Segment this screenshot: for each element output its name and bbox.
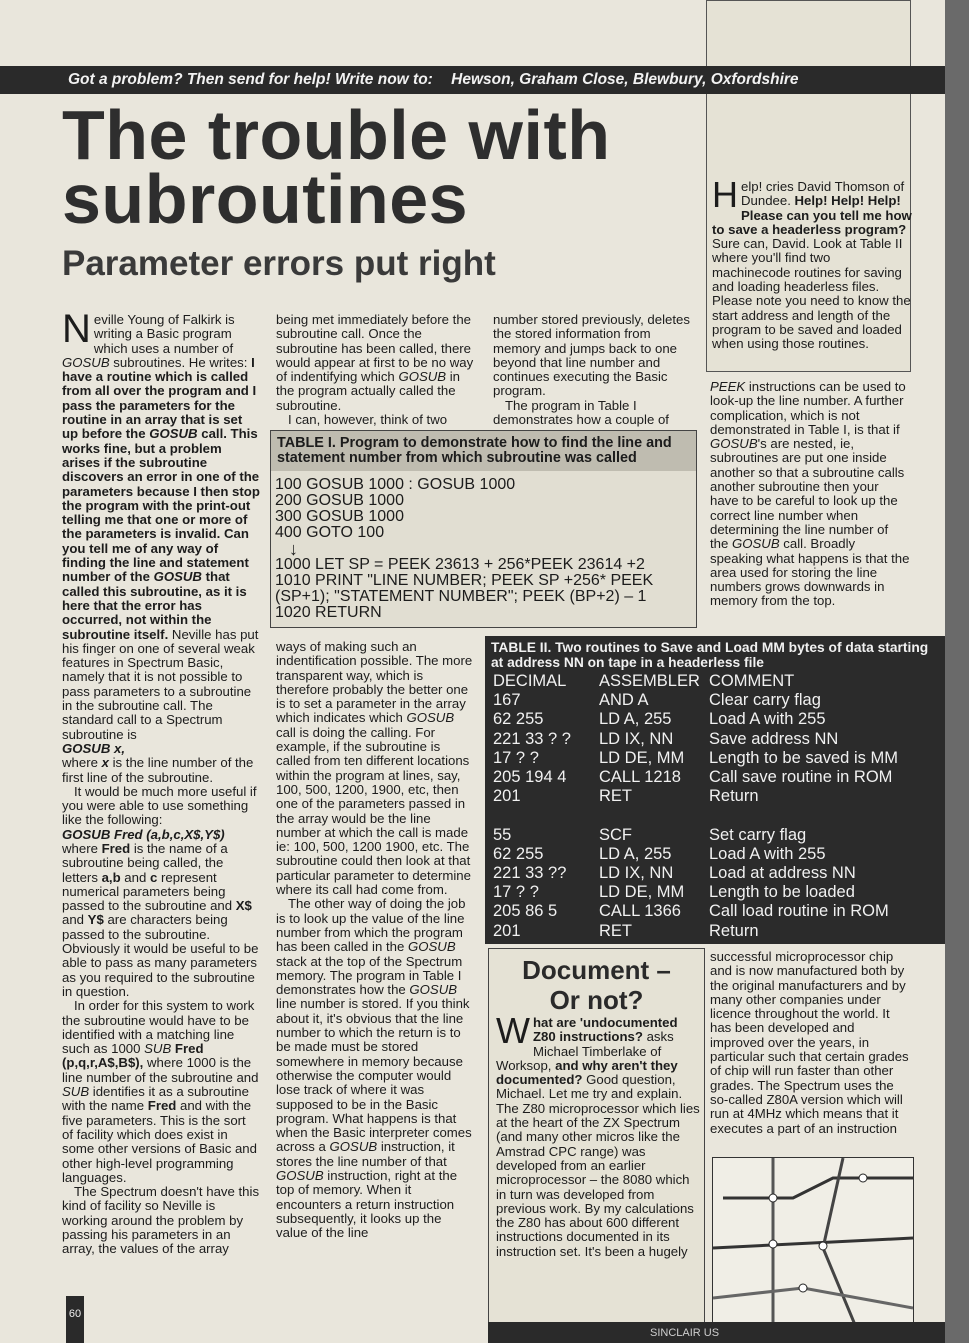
banner-address: Hewson, Graham Close, Blewbury, Oxfordshire	[451, 71, 799, 88]
table-row	[493, 806, 898, 825]
column-3-top	[493, 313, 693, 427]
help-banner	[0, 66, 945, 94]
column-1	[62, 307, 260, 1257]
table-row: DECIMAL ASSEMBLER COMMENT	[493, 672, 795, 691]
table-1-code: 100 GOSUB 1000 : GOSUB 1000 200 GOSUB 1000 300 GOSUB 1000 400 GOTO 100 ↓ 1000 LET SP = PEEK 23613 + 256*PEEK 23614 +2 1010 PRINT "LINE NUMBER; PEEK SP +256* PEEK (SP+1); "STATEMENT NUMBER"; PEEK (BP+2) – 1 1020 RETURN	[271, 471, 696, 627]
table-row: 201 RET Return	[493, 787, 759, 806]
article-subtitle: Parameter errors put right	[62, 244, 496, 283]
col2-paragraph-1: being met immediately before the subroutine call. Once the subroutine has been called, there would appear at first to be no way of indentifying which GOSUB in the program actually called the subroutine.	[276, 312, 474, 413]
column-4-bottom: successful microprocessor chip and is now manufactured both by the original manufacturers and by many other companies under licence throughout the world. It has been developed and improved over the years, in particular such that certain grades of chip will run faster than other grades. The Spectrum uses the so-called Z80A version which will run at 4MHz which means that it executes a part of an instruction	[710, 949, 909, 1136]
help-box-text: Help! cries David Thomson of Dundee. Help! Help! Help! Please can you tell me how to save a headerless program? Sure can, David. Look at Table II where you'll find two machinecode routines for saving and loading headerless files. Please note you need to know the start address and length of the program to be saved and loaded when using those routines.	[712, 174, 912, 352]
col2-paragraph-2: I can, however, think of two	[288, 412, 448, 428]
table-1	[270, 430, 697, 628]
table-row: 62 255 LD A, 255 Load A with 255	[493, 844, 826, 863]
banner-lead: Got a problem? Then send for help! Write now to:	[68, 71, 433, 88]
column-2-top	[276, 313, 476, 427]
table-row: 17 ? ? LD DE, MM Length to be saved is MM	[493, 748, 898, 767]
table-row: 205 86 5 CALL 1366 Call load routine in ROM	[493, 902, 889, 921]
col1-paragraph-2: It would be much more useful if you were able to use something like the following: GOSUB Fred (a,b,c,X$,Y$) where Fred is the name of a subroutine being called, the letters a,b and c represent numerical parameters being passed to the subroutine and X$ and Y$ are characters being passed to the subroutine. Obviously it would be useful to be able to pass as many parameters as you required to the subroutine in question.	[62, 783, 259, 999]
document-box-text: What are 'undocumented Z80 instructions? asks Michael Timberlake of Worksop, and why aren't they documented? Good question, Michael. Let me try and explain. The Z80 microprocessor which lies at the heart of the ZX Spectrum (and many other micros like the Amstrad CPC range) was developed from an earlier microprocessor – the 8080 which in turn was developed from previous work. By my calculations the Z80 has about 600 different instructions documented in its instruction set. It's been a hugely	[496, 1010, 700, 1259]
table-2-grid	[493, 672, 898, 941]
table-2-header: TABLE II. Two routines to Save and Load MM bytes of data starting at address NN on tape in a headerless file	[491, 640, 929, 670]
col3-paragraph-2: The program in Table I demonstrates how a couple of	[493, 397, 669, 428]
table-row: 17 ? ? LD DE, MM Length to be loaded	[493, 883, 855, 902]
arrow-down-icon: ↓	[289, 539, 298, 559]
table-1-header: TABLE I. Program to demonstrate how to find the line and statement number from which subroutine was called	[271, 431, 696, 471]
column-2-bottom: ways of making such an indentification possible. The more transparent way, which is therefore probably the better one is to set a parameter in the array which indicates which GOSUB call is doing the calling. For example, if the subroutine is called from ten different locations within the program at lines, say, 100, 500, 1200, 1900, etc, then one of the parameters passed in the array would be the line number at which the call is made ie: 100, 500, 1200 1900, etc. The subroutine could then look at that particular parameter to determine where its call had come from. The other way of doing the job is to look up the value of the line number from which the program has been called in the GOSUB stack at the top of the Spectrum memory. The program in Table I demonstrates how the GOSUB line number is stored. If you think about it, it's obvious that the line number to which the return is to be made must be stored somewhere in memory because otherwise the computer would lose track of where it was supposed to be in the Basic program. What happens is that when the Basic interpreter comes across a GOSUB instruction, it stores the line number of that GOSUB instruction, right at the top of memory. When it encounters a return instruction subsequently, it looks up the value of the line	[276, 639, 473, 1241]
page-number: 60	[66, 1296, 84, 1343]
table-row: 62 255 LD A, 255 Load A with 255	[493, 710, 826, 729]
table-row: 167 AND A Clear carry flag	[493, 691, 821, 710]
col1-paragraph-1: Neville Young of Falkirk is writing a Basic program which uses a number of GOSUB subroutines. He writes: I have a routine which is called from all over the program and I pass the parameters for the routine in an array that is set up before the GOSUB call. This works fine, but a problem arises if the subroutine discovers an error in one of the parameters because I then stop the program with the print-out telling me that one or more of the parameters is invalid. Can you tell me of any way of finding the line and statement number of the GOSUB that called this subroutine, as it is here that the error has occurred, not within the subroutine itself. Neville has put his finger on one of several weak features in Spectrum Basic, namely that it is not possible to pass parameters to a subroutine in the subroutine call. The standard call to a Spectrum subroutine is GOSUB x, where x is the line number of the first line of the subroutine.	[62, 307, 260, 785]
document-box-title: Document – Or not?	[522, 955, 671, 1015]
underground-map-image	[712, 1157, 914, 1343]
adjacent-page-edge	[945, 0, 969, 1343]
table-row: 55 SCF Set carry flag	[493, 825, 807, 844]
table-row: 221 33 ?? LD IX, NN Load at address NN	[493, 863, 856, 882]
col3-paragraph-1: number stored previously, deletes the stored information from memory and jumps back to one beyond that line number and continues executing the Basic program.	[493, 312, 690, 399]
table-row: 205 194 4 CALL 1218 Call save routine in ROM	[493, 768, 893, 787]
table-row: 221 33 ? ? LD IX, NN Save address NN	[493, 729, 839, 748]
article-title: The trouble with subroutines	[62, 96, 611, 238]
table-row: 201 RET Return	[493, 921, 759, 940]
table-2	[485, 636, 945, 944]
footer-bar	[488, 1322, 945, 1343]
footer-magazine: SINCLAIR US	[650, 1327, 720, 1339]
col1-paragraph-3: In order for this system to work the subroutine would have to be identified with a matching line such as 1000 SUB Fred (p,q,r,A$,B$), where 1000 is the line number of the subroutine and SUB identifies it as a subroutine with the name Fred and with the five parameters. This is the sort of facility which does exist in some other versions of Basic and other high-level programming languages.	[62, 998, 259, 1185]
column-4-top: PEEK instructions can be used to look-up the line number. A further complication, which is not demonstrated in Table I, is that if GOSUB's are nested, ie, subroutines are put one inside another so that a subroutine calls another subroutine then your have to be careful to look up the correct line number when determining the line number of the GOSUB call. Broadly speaking what happens is that the area used for storing the line numbers grows downwards in memory from the top.	[710, 379, 910, 609]
map-lines-icon	[713, 1158, 914, 1343]
col1-paragraph-4: The Spectrum doesn't have this kind of facility so Neville is working around the problem by passing his parameters in an array, the values of the array	[62, 1184, 260, 1257]
